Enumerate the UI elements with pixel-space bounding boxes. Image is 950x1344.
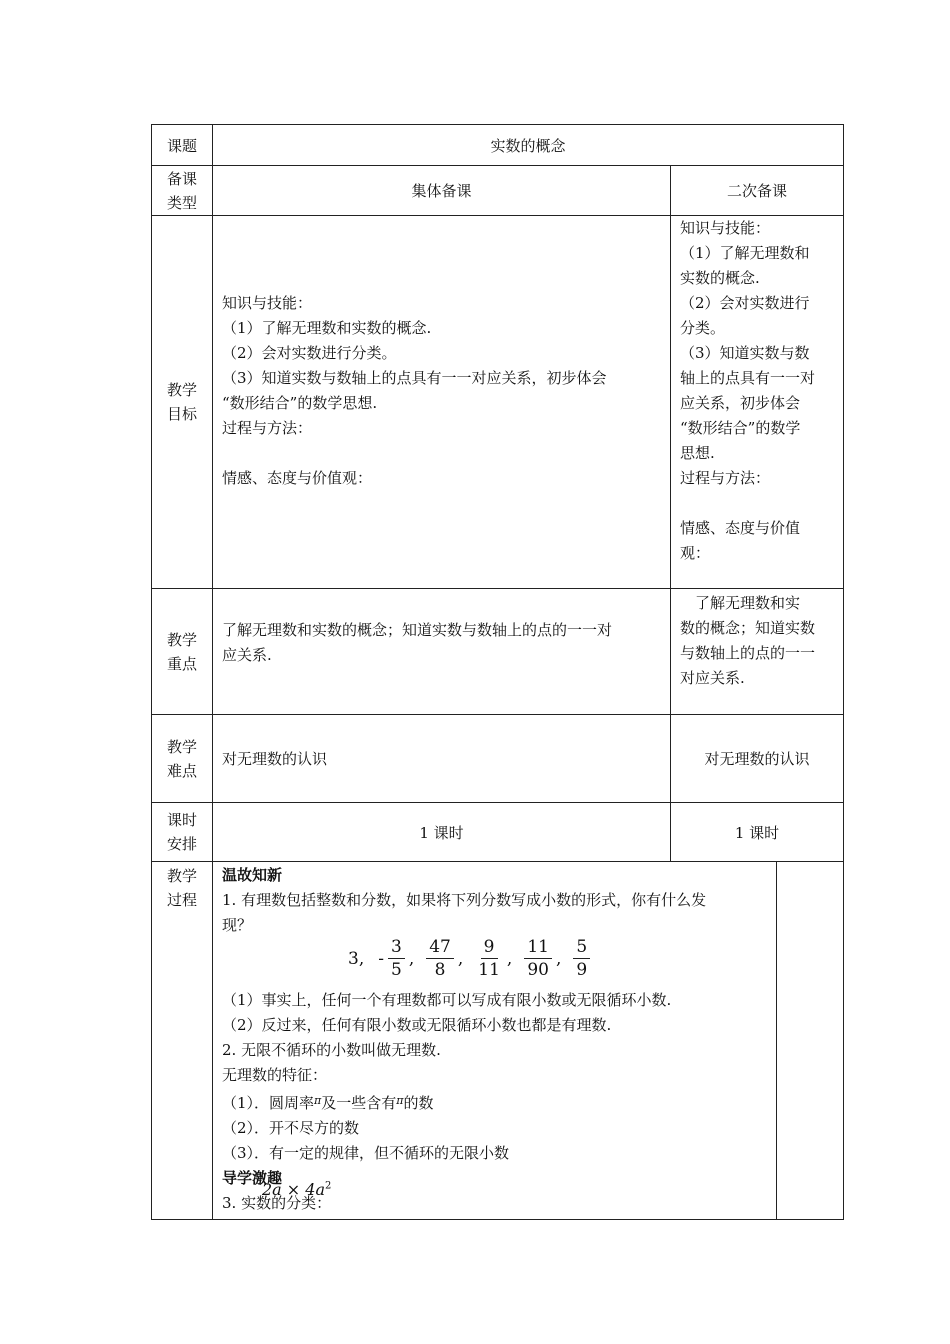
process-content-top: 温故知新 1. 有理数包括整数和分数，如果将下列分数写成小数的形式，你有什么发 现？	[222, 863, 774, 938]
teaching-goals-main: 知识与技能： （1）了解无理数和实数的概念. （2）会对实数进行分类。 （3）知道实数与数轴上的点具有一一对应关系，初步体会 “数形结合”的数学思想. 过程与方法： 情感、态度与价值观：	[222, 294, 607, 487]
heading-motivation: 导学激趣	[222, 1169, 283, 1187]
difficulties-label: 教学 难点	[166, 737, 197, 780]
schedule-main: 1 课时	[419, 823, 464, 842]
overlay-expression: $2a \times 4a^2$	[262, 1180, 332, 1199]
fraction: $\frac{3}{5}$	[388, 936, 405, 981]
topic-label: 课题	[166, 136, 197, 155]
pi-symbol: π	[314, 1094, 322, 1107]
pi-symbol: π	[396, 1094, 404, 1107]
difficulties-main: 对无理数的认识	[222, 750, 328, 768]
process-content-bottom: （1）事实上，任何一个有理数都可以写成有限小数或无限循环小数. （2）反过来，任何有限小数或无限循环小数也都是有理数. 2. 无限不循环的小数叫做无理数. 无理数的特征： （1）．圆周率$^\pi$及一些含有$^\pi$的数 （2）．开不尽方的数 （3）．有一定的规律，但不循环的无限小数 导学激趣 3. 实数的分类：	[222, 988, 774, 1216]
integer-three: 3,	[348, 948, 365, 969]
fraction-list: 3, - $\frac{3}{5}$ , $\frac{47}{8}$ , $\frac{9}{11}$ , $\frac{11}{90}$ , $\frac{5}{9}$	[348, 936, 592, 981]
topic-value: 实数的概念	[490, 136, 566, 155]
teaching-goals-label: 教学 目标	[166, 381, 197, 423]
teaching-goals-second: 知识与技能： （1）了解无理数和 实数的概念. （2）会对实数进行 分类。 （3）知道实数与数 轴上的点具有一一对 应关系，初步体会 “数形结合”的数学 思想. 过程与方法： 情感、态度与价值 观：	[680, 219, 816, 562]
fraction: $\frac{9}{11}$	[478, 937, 500, 980]
fraction: $\frac{11}{90}$	[524, 936, 552, 981]
prep-type-label: 备课 类型	[166, 169, 197, 212]
process-label: 教学 过程	[166, 867, 197, 909]
difficulties-second: 对无理数的认识	[704, 750, 810, 768]
schedule-second: 1 课时	[734, 823, 780, 842]
schedule-label: 课时 安排	[166, 811, 197, 853]
key-points-label: 教学 重点	[166, 630, 197, 673]
fraction: $\frac{5}{9}$	[573, 936, 590, 981]
fraction: $\frac{47}{8}$	[426, 936, 454, 981]
feature-pi-line: （1）．圆周率$^\pi$及一些含有$^\pi$的数	[222, 1094, 434, 1112]
heading-review: 温故知新	[222, 866, 283, 884]
negative-sign: -	[378, 948, 384, 969]
collective-prep-header: 集体备课	[411, 182, 472, 200]
key-points-second: 了解无理数和实 数的概念；知道实数 与数轴上的点的一一 对应关系.	[680, 594, 816, 687]
second-prep-header: 二次备课	[726, 182, 787, 200]
key-points-main: 了解无理数和实数的概念；知道实数与数轴上的点的一一对 应关系.	[222, 621, 613, 664]
